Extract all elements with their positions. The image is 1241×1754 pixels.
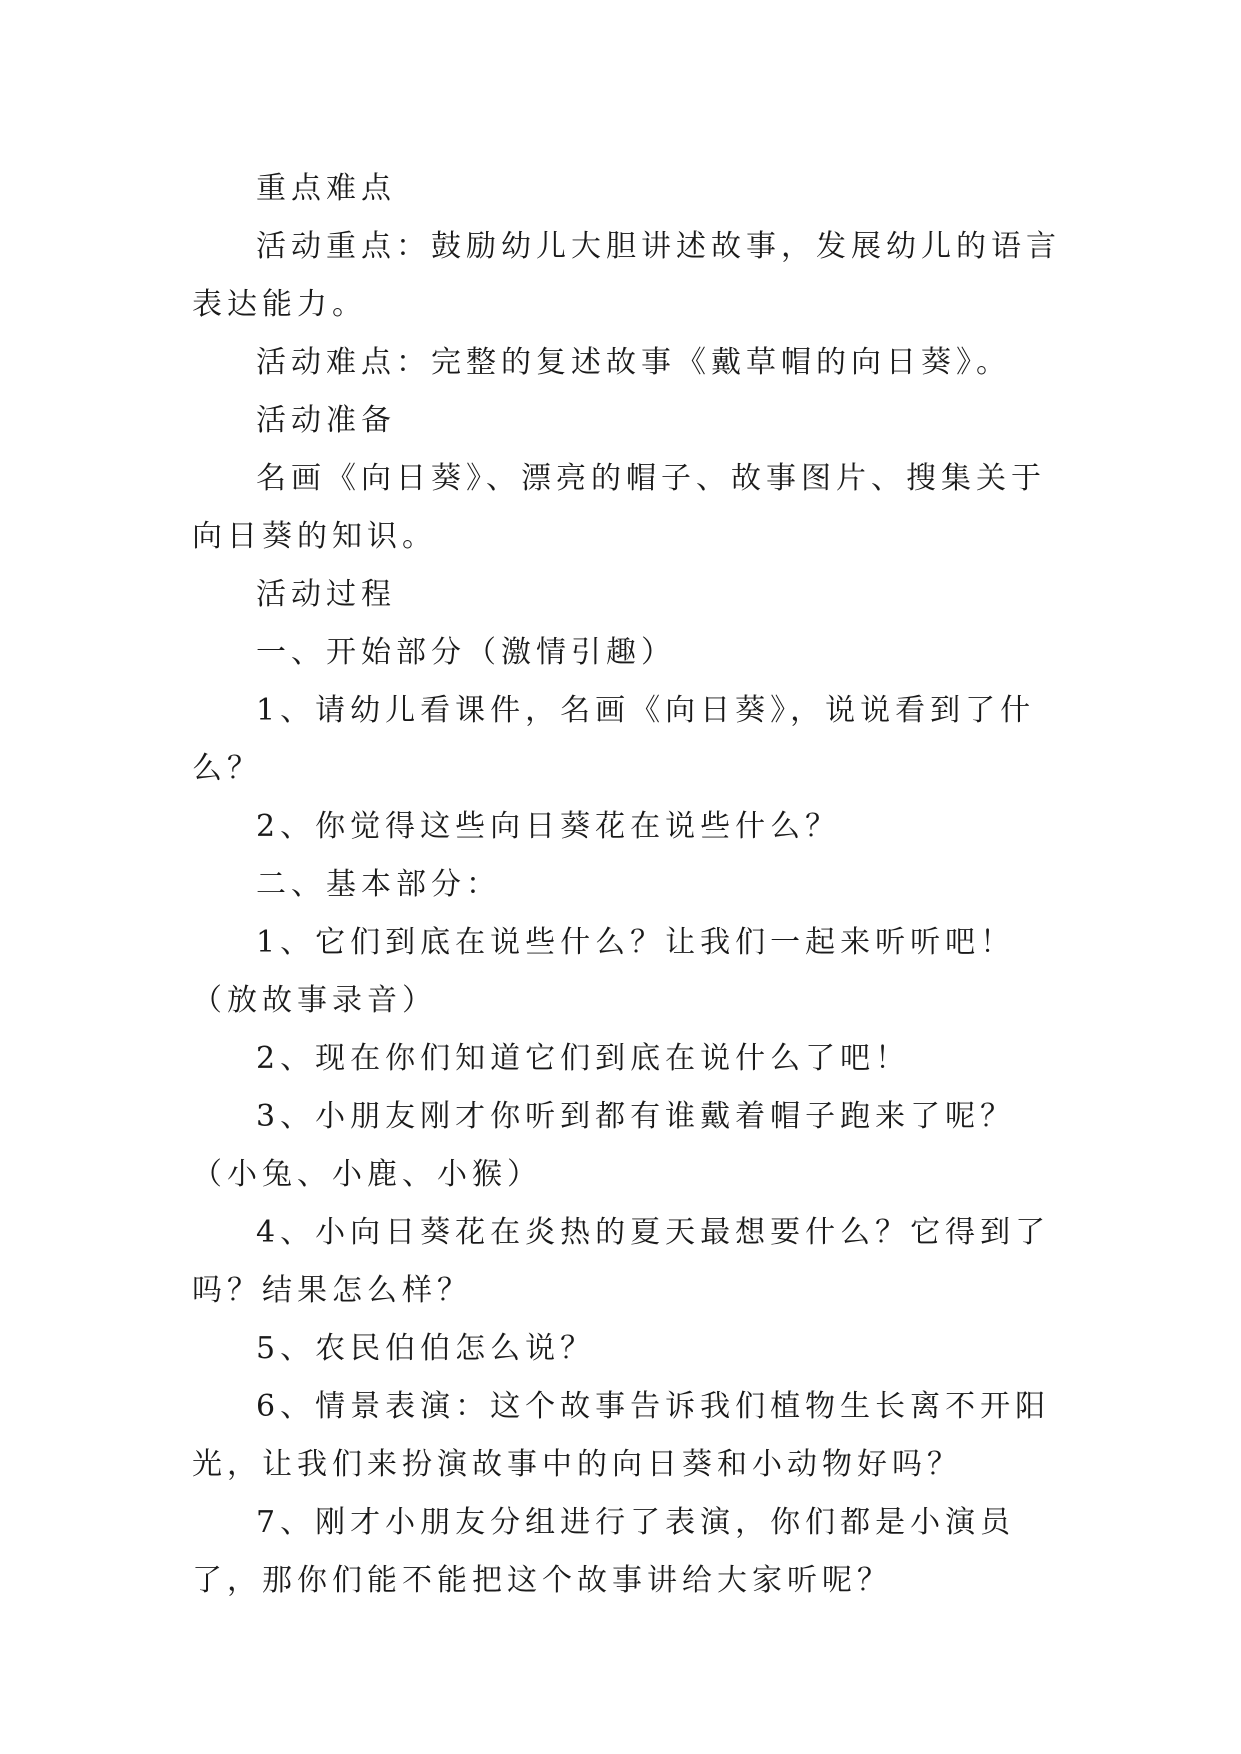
paragraph-materials: 名画《向日葵》、漂亮的帽子、故事图片、搜集关于向日葵的知识。 [192, 461, 1046, 554]
paragraph-activity-difficulty: 活动难点：完整的复述故事《戴草帽的向日葵》。 [256, 345, 1011, 380]
list-item: 7、刚才小朋友分组进行了表演，你们都是小演员了，那你们能不能把这个故事讲给大家听呢？ [192, 1505, 1016, 1598]
section-heading-part-one: 一、开始部分（激情引趣） [256, 635, 676, 670]
list-item: 1、它们到底在说些什么？让我们一起来听听吧！（放故事录音） [192, 925, 1016, 1018]
list-item: 2、现在你们知道它们到底在说什么了吧！ [256, 1041, 911, 1076]
list-item: 4、小向日葵花在炎热的夏天最想要什么？它得到了吗？结果怎么样？ [192, 1215, 1051, 1308]
list-item: 2、你觉得这些向日葵花在说些什么？ [256, 809, 841, 844]
section-heading-preparation: 活动准备 [256, 403, 396, 438]
document-body [192, 160, 1064, 1610]
section-heading-key-points: 重点难点 [256, 171, 396, 206]
section-heading-part-two: 二、基本部分： [256, 867, 501, 902]
list-item: 3、小朋友刚才你听到都有谁戴着帽子跑来了呢？（小兔、小鹿、小猴） [192, 1099, 1016, 1192]
list-item: 6、情景表演：这个故事告诉我们植物生长离不开阳光，让我们来扮演故事中的向日葵和小动物好吗？ [192, 1389, 1051, 1482]
list-item: 1、请幼儿看课件，名画《向日葵》，说说看到了什么？ [192, 693, 1036, 786]
paragraph-activity-focus: 活动重点：鼓励幼儿大胆讲述故事，发展幼儿的语言表达能力。 [192, 229, 1061, 322]
section-heading-process: 活动过程 [256, 577, 396, 612]
list-item: 5、农民伯伯怎么说？ [256, 1331, 596, 1366]
